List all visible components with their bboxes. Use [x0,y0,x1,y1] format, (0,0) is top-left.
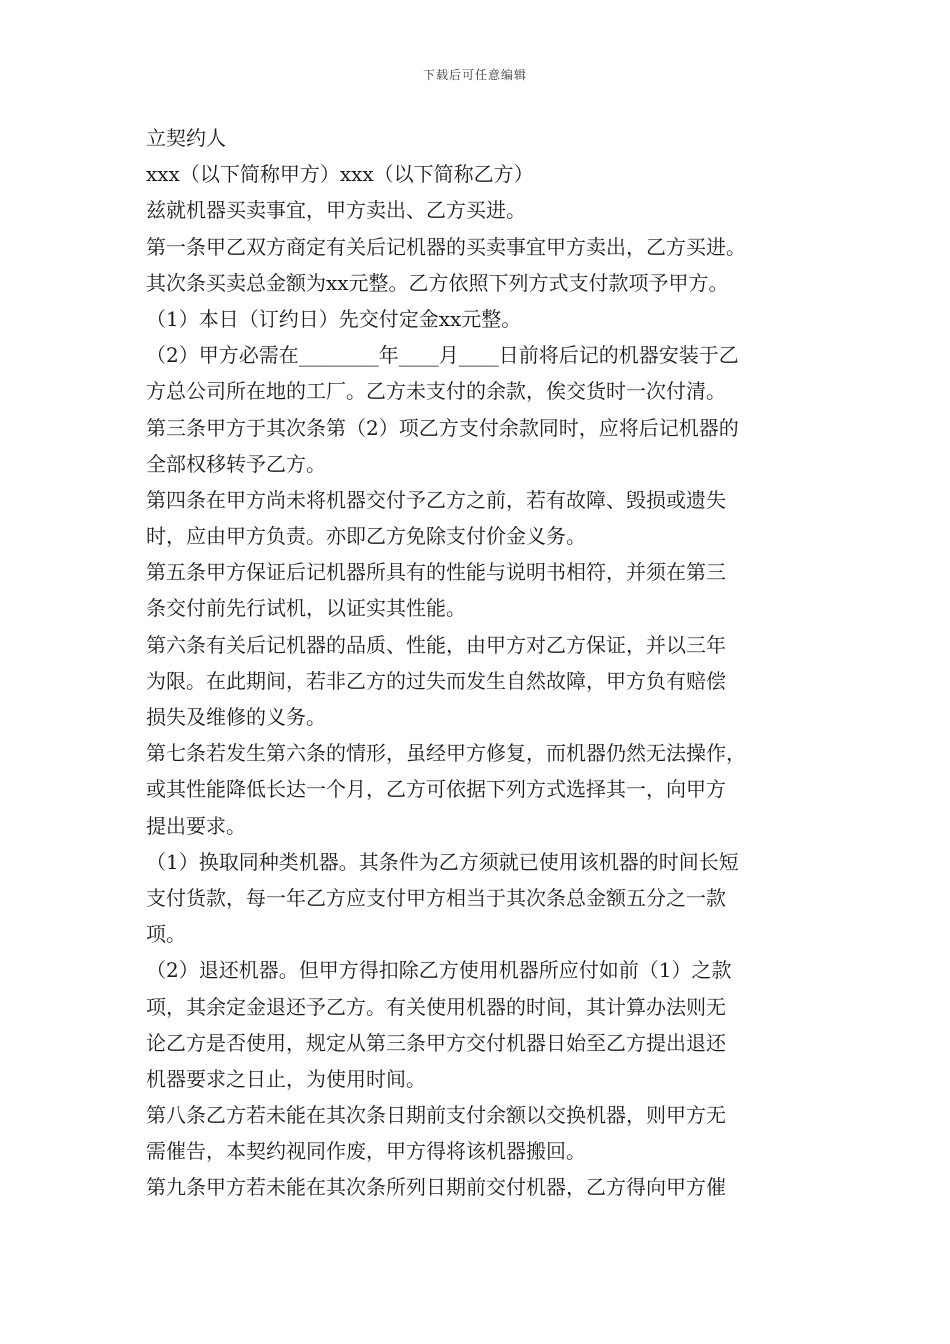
doc-line-article-7-item-2-cont-2: 论乙方是否使用，规定从第三条甲方交付机器日始至乙方提出退还 [146,1030,726,1055]
doc-line-article-4: 第四条在甲方尚未将机器交付予乙方之前，若有故障、毁损或遗失 [146,487,726,512]
doc-line-article-7-item-2-cont-3: 机器要求之日止，为使用时间。 [146,1066,426,1091]
doc-line-article-2-item-1: （1）本日（订约日）先交付定金xx元整。 [146,306,522,331]
doc-line-article-6-cont-2: 损失及维修的义务。 [146,705,326,729]
doc-line-preamble: 兹就机器买卖事宜，甲方卖出、乙方买进。 [146,198,526,223]
doc-line-article-6: 第六条有关后记机器的品质、性能，由甲方对乙方保证，并以三年 [146,632,726,657]
doc-line-parties: xxx（以下简称甲方）xxx（以下简称乙方） [146,162,534,187]
doc-line-article-8: 第八条乙方若未能在其次条日期前支付余额以交换机器，则甲方无 [146,1103,726,1128]
doc-line-article-7-item-2-cont-1: 项，其余定金退还予乙方。有关使用机器的时间，其计算办法则无 [146,994,726,1019]
doc-line-article-7-item-2: （2）退还机器。但甲方得扣除乙方使用机器所应付如前（1）之款 [146,958,732,983]
doc-line-article-3: 第三条甲方于其次条第（2）项乙方支付余款同时，应将后记机器的 [146,415,739,440]
doc-line-article-5-cont: 条交付前先行试机，以证实其性能。 [146,596,466,621]
doc-line-article-7-item-1: （1）换取同种类机器。其条件为乙方须就已使用该机器的时间长短 [146,849,739,874]
doc-line-article-2: 其次条买卖总金额为xx元整。乙方依照下列方式支付款项予甲方。 [146,270,729,295]
doc-line-article-5: 第五条甲方保证后记机器所具有的性能与说明书相符，并须在第三 [146,560,726,585]
page-header: 下载后可任意编辑 [422,68,527,82]
doc-line-article-9: 第九条甲方若未能在其次条所列日期前交付机器，乙方得向甲方催 [146,1175,726,1200]
doc-line-article-8-cont: 需催告，本契约视同作废，甲方得将该机器搬回。 [146,1139,586,1164]
doc-line-article-2-item-2-cont: 方总公司所在地的工厂。乙方未支付的余款，俟交货时一次付清。 [146,379,726,404]
doc-line-article-7-cont-2: 提出要求。 [146,813,246,838]
doc-line-article-7-item-1-cont-1: 支付货款，每一年乙方应支付甲方相当于其次条总金额五分之一款 [146,885,726,910]
doc-line-article-2-item-2: （2）甲方必需在________年____月____日前将后记的机器安装于乙 [146,343,739,368]
doc-line-article-4-cont: 时，应由甲方负责。亦即乙方免除支付价金义务。 [146,524,586,549]
doc-line-title: 立契约人 [146,126,226,150]
doc-line-article-6-cont-1: 为限。在此期间，若非乙方的过失而发生自然故障，甲方负有赔偿 [146,668,726,693]
doc-line-article-7: 第七条若发生第六条的情形，虽经甲方修复，而机器仍然无法操作， [146,741,746,766]
doc-line-article-3-cont: 全部权移转予乙方。 [146,451,326,476]
doc-line-article-7-cont-1: 或其性能降低长达一个月，乙方可依据下列方式选择其一，向甲方 [146,777,726,802]
doc-line-article-1: 第一条甲乙双方商定有关后记机器的买卖事宜甲方卖出，乙方买进。 [146,234,746,259]
doc-line-article-7-item-1-cont-2: 项。 [146,922,186,947]
document-body [146,120,826,1206]
